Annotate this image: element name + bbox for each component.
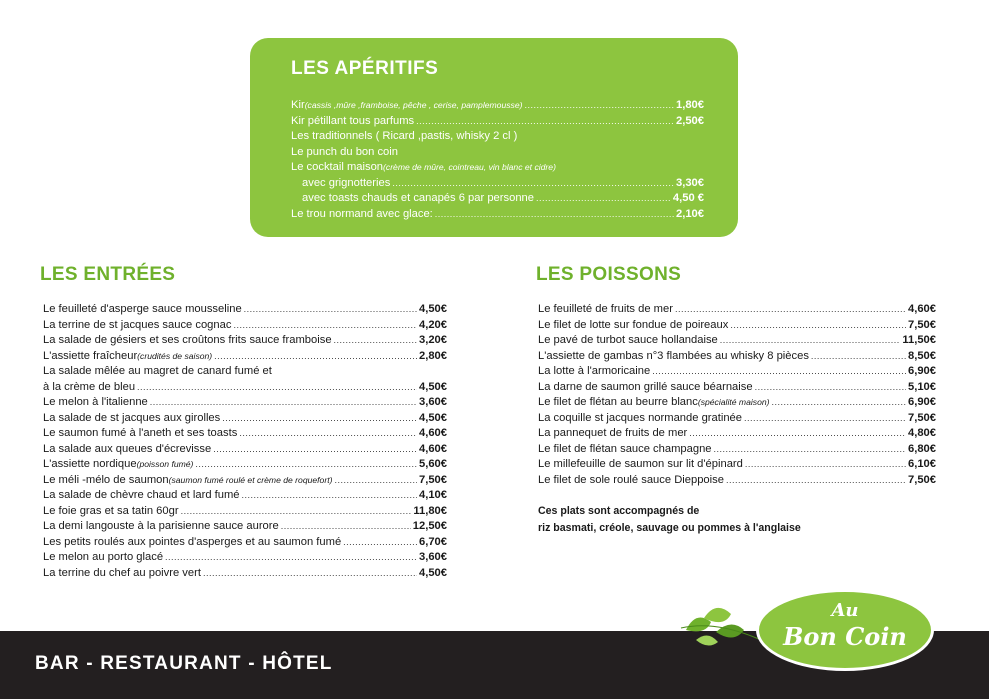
leader-dots xyxy=(524,98,674,114)
menu-item-price: 7,50€ xyxy=(419,473,447,486)
menu-item xyxy=(291,176,704,192)
menu-item-label: La demi langouste à la parisienne sauce aurore xyxy=(43,520,279,532)
menu-item xyxy=(43,550,447,566)
leader-dots xyxy=(755,380,906,396)
menu-item-price: 4,10€ xyxy=(419,489,447,501)
leader-dots xyxy=(730,318,906,334)
menu-item-label: La salade de gésiers et ses croûtons frits sauce framboise xyxy=(43,334,332,346)
menu-item-price: 5,10€ xyxy=(908,380,936,393)
menu-item xyxy=(43,566,447,582)
menu-item xyxy=(43,349,447,365)
menu-item xyxy=(43,488,447,504)
menu-item-label: La salade mêlée au magret de canard fumé et xyxy=(43,365,272,377)
leader-dots xyxy=(726,473,906,489)
menu-item-note: (crudités de saison) xyxy=(137,350,213,361)
logo-line-2: Bon Coin xyxy=(783,622,907,651)
menu-item-label: Le filet de lotte sur fondue de poireaux xyxy=(538,318,729,331)
menu-item xyxy=(43,535,447,551)
leader-dots xyxy=(343,535,417,551)
menu-item-label: La salade aux queues d'écrevisse xyxy=(43,442,212,455)
vine-leaves-icon xyxy=(676,600,766,650)
menu-item-label: à la crème de bleu xyxy=(43,380,136,393)
leader-dots xyxy=(536,191,671,207)
accompaniment-line: Ces plats sont accompagnés de xyxy=(538,505,700,517)
leader-dots xyxy=(214,349,417,365)
menu-item-price: 3,20€ xyxy=(419,334,447,346)
leader-dots xyxy=(150,395,417,411)
menu-item-label: L'assiette nordique xyxy=(43,458,137,470)
menu-item-label: Le trou normand avec glace: xyxy=(291,207,433,220)
menu-item-price: 1,80€ xyxy=(676,99,704,111)
menu-item-label: Les traditionnels ( Ricard ,pastis, whisky 2 cl ) xyxy=(291,130,518,142)
leader-dots xyxy=(745,457,906,473)
leader-dots xyxy=(675,302,906,318)
menu-item-price: 7,50€ xyxy=(908,318,936,331)
menu-item-price: 6,70€ xyxy=(419,535,447,548)
leader-dots xyxy=(744,411,906,427)
menu-item xyxy=(291,160,704,176)
menu-item xyxy=(538,349,936,365)
leader-dots xyxy=(652,364,906,380)
menu-item xyxy=(538,364,936,380)
menu-item-label: Le saumon fumé à l'aneth et ses toasts xyxy=(43,427,238,439)
menu-item-price: 7,50€ xyxy=(908,411,936,424)
au-bon-coin-logo xyxy=(756,589,934,671)
menu-item-label: Le filet de flétan sauce champagne xyxy=(538,442,712,455)
leader-dots xyxy=(689,426,906,442)
leader-dots xyxy=(239,426,417,442)
menu-item-label: L'assiette de gambas n°3 flambées au whisky 8 pièces xyxy=(538,349,809,362)
menu-item-price: 6,80€ xyxy=(908,442,936,455)
menu-item-label: Kir pétillant tous parfums xyxy=(291,114,415,127)
menu-item-label: La salade de chèvre chaud et lard fumé xyxy=(43,489,240,501)
leader-dots xyxy=(203,566,417,582)
menu-item-label: Le méli -mélo de saumon xyxy=(43,473,169,486)
menu-item-label: Le punch du bon coin xyxy=(291,145,398,158)
menu-item xyxy=(43,411,447,427)
menu-item xyxy=(291,191,704,207)
menu-item-label: Le cocktail maison xyxy=(291,161,384,173)
menu-item-price: 2,10€ xyxy=(676,207,704,220)
menu-item-note: (cassis ,mûre ,framboise, pêche , cerise, pamplemousse) xyxy=(304,100,523,110)
menu-item xyxy=(43,364,447,380)
menu-item-label: Le melon au porto glacé xyxy=(43,551,164,563)
menu-item xyxy=(43,473,447,489)
menu-item-label: Le filet de sole roulé sauce Dieppoise xyxy=(538,473,724,486)
menu-item xyxy=(43,504,447,520)
menu-item-label: avec toasts chauds et canapés 6 par personne xyxy=(302,192,534,204)
aperitifs-panel xyxy=(250,38,738,237)
leader-dots xyxy=(195,457,417,473)
aperitifs-list xyxy=(291,98,704,222)
accompaniment-note xyxy=(538,503,801,537)
menu-item-price: 2,50€ xyxy=(676,114,704,127)
menu-item-price: 4,60€ xyxy=(419,427,447,439)
menu-item xyxy=(43,442,447,458)
menu-item-label: Le filet de flétan au beurre blanc xyxy=(538,396,698,408)
menu-item xyxy=(43,457,447,473)
poissons-list xyxy=(538,302,936,488)
entrees-title: LES ENTRÉES xyxy=(40,264,176,285)
leader-dots xyxy=(772,395,907,411)
menu-item-price: 4,80€ xyxy=(908,427,936,439)
aperitifs-title: LES APÉRITIFS xyxy=(291,58,439,79)
menu-item-label: Le feuilleté de fruits de mer xyxy=(538,303,673,315)
menu-item-price: 12,50€ xyxy=(412,520,447,532)
menu-item-price: 6,90€ xyxy=(908,365,936,377)
leader-dots xyxy=(714,442,906,458)
leader-dots xyxy=(435,207,674,223)
menu-item-label: Le pavé de turbot sauce hollandaise xyxy=(538,334,718,346)
menu-item-label: Le melon à l'italienne xyxy=(43,396,148,408)
menu-item-label: La darne de saumon grillé sauce béarnaise xyxy=(538,380,753,393)
menu-item-price: 4,20€ xyxy=(419,318,447,331)
leader-dots xyxy=(181,504,412,520)
menu-item-price: 7,50€ xyxy=(908,473,936,486)
menu-item xyxy=(291,145,704,161)
menu-item-price: 5,60€ xyxy=(419,458,447,470)
leader-dots xyxy=(213,442,417,458)
menu-item xyxy=(291,207,704,223)
leader-dots xyxy=(222,411,417,427)
menu-item xyxy=(538,318,936,334)
leader-dots xyxy=(242,488,417,504)
leader-dots xyxy=(281,519,411,535)
poissons-title: LES POISSONS xyxy=(536,264,682,285)
leader-dots xyxy=(137,380,417,396)
menu-item-label: avec grignotteries xyxy=(302,176,391,189)
menu-item xyxy=(43,519,447,535)
menu-item-label: La coquille st jacques normande gratinée xyxy=(538,411,742,424)
menu-item xyxy=(43,333,447,349)
menu-item xyxy=(291,129,704,145)
menu-item xyxy=(291,98,704,114)
menu-item xyxy=(43,426,447,442)
menu-item-label: La lotte à l'armoricaine xyxy=(538,365,651,377)
leader-dots xyxy=(244,302,417,318)
leader-dots xyxy=(392,176,674,192)
menu-item-price: 3,60€ xyxy=(419,396,447,408)
menu-item-label: Le feuilleté d'asperge sauce mousseline xyxy=(43,303,242,315)
menu-item xyxy=(538,426,936,442)
menu-item-price: 4,60€ xyxy=(419,442,447,455)
menu-item-label: Kir xyxy=(291,99,305,111)
menu-item-label: La salade de st jacques aux girolles xyxy=(43,411,221,424)
menu-item-price: 6,10€ xyxy=(908,458,936,470)
menu-item-price: 2,80€ xyxy=(419,349,447,362)
menu-item-price: 11,80€ xyxy=(413,504,447,517)
menu-item-label: La pannequet de fruits de mer xyxy=(538,427,688,439)
menu-item-label: Le millefeuille de saumon sur lit d'épinard xyxy=(538,458,743,470)
menu-item-price: 8,50€ xyxy=(908,349,936,362)
leader-dots xyxy=(334,333,417,349)
menu-item xyxy=(43,380,447,396)
menu-item-price: 4,50€ xyxy=(419,411,447,424)
menu-item-note: (poisson fumé) xyxy=(136,459,194,469)
menu-item-note: (crème de mûre, cointreau, vin blanc et cidre) xyxy=(383,162,556,172)
menu-item-price: 4,50€ xyxy=(419,380,447,393)
menu-item-price: 3,30€ xyxy=(676,176,704,189)
menu-item xyxy=(291,114,704,130)
menu-item-price: 3,60€ xyxy=(419,551,447,563)
menu-item-price: 4,60€ xyxy=(908,303,936,315)
menu-item-note: (saumon fumé roulé et crème de roquefort) xyxy=(168,474,333,485)
menu-item-label: La terrine du chef au poivre vert xyxy=(43,566,201,579)
menu-item-price: 4,50 € xyxy=(672,192,704,204)
menu-item-price: 11,50€ xyxy=(902,334,936,346)
accompaniment-line: riz basmati, créole, sauvage ou pommes à l'anglaise xyxy=(538,522,801,534)
menu-item xyxy=(538,411,936,427)
menu-item xyxy=(538,442,936,458)
menu-item xyxy=(538,457,936,473)
leader-dots xyxy=(416,114,674,130)
menu-item-label: La terrine de st jacques sauce cognac xyxy=(43,318,232,331)
menu-item xyxy=(43,302,447,318)
leader-dots xyxy=(811,349,906,365)
menu-item xyxy=(43,395,447,411)
menu-item xyxy=(538,473,936,489)
entrees-list xyxy=(43,302,447,581)
menu-item-price: 6,90€ xyxy=(908,396,936,408)
leader-dots xyxy=(334,473,417,489)
menu-item xyxy=(538,395,936,411)
footer-text: BAR - RESTAURANT - HÔTEL xyxy=(35,653,333,674)
leader-dots xyxy=(720,333,901,349)
menu-item-price: 4,50€ xyxy=(419,303,447,315)
leader-dots xyxy=(233,318,417,334)
menu-item xyxy=(43,318,447,334)
leader-dots xyxy=(165,550,417,566)
menu-item-label: Le foie gras et sa tatin 60gr xyxy=(43,504,179,517)
logo-line-1: Au xyxy=(831,600,859,621)
menu-item xyxy=(538,333,936,349)
menu-item-price: 4,50€ xyxy=(419,566,447,579)
menu-item-note: (spécialité maison) xyxy=(697,397,770,407)
menu-item-label: L'assiette fraîcheur xyxy=(43,349,138,362)
menu-item-label: Les petits roulés aux pointes d'asperges et au saumon fumé xyxy=(43,535,342,548)
menu-item xyxy=(538,380,936,396)
menu-item xyxy=(538,302,936,318)
